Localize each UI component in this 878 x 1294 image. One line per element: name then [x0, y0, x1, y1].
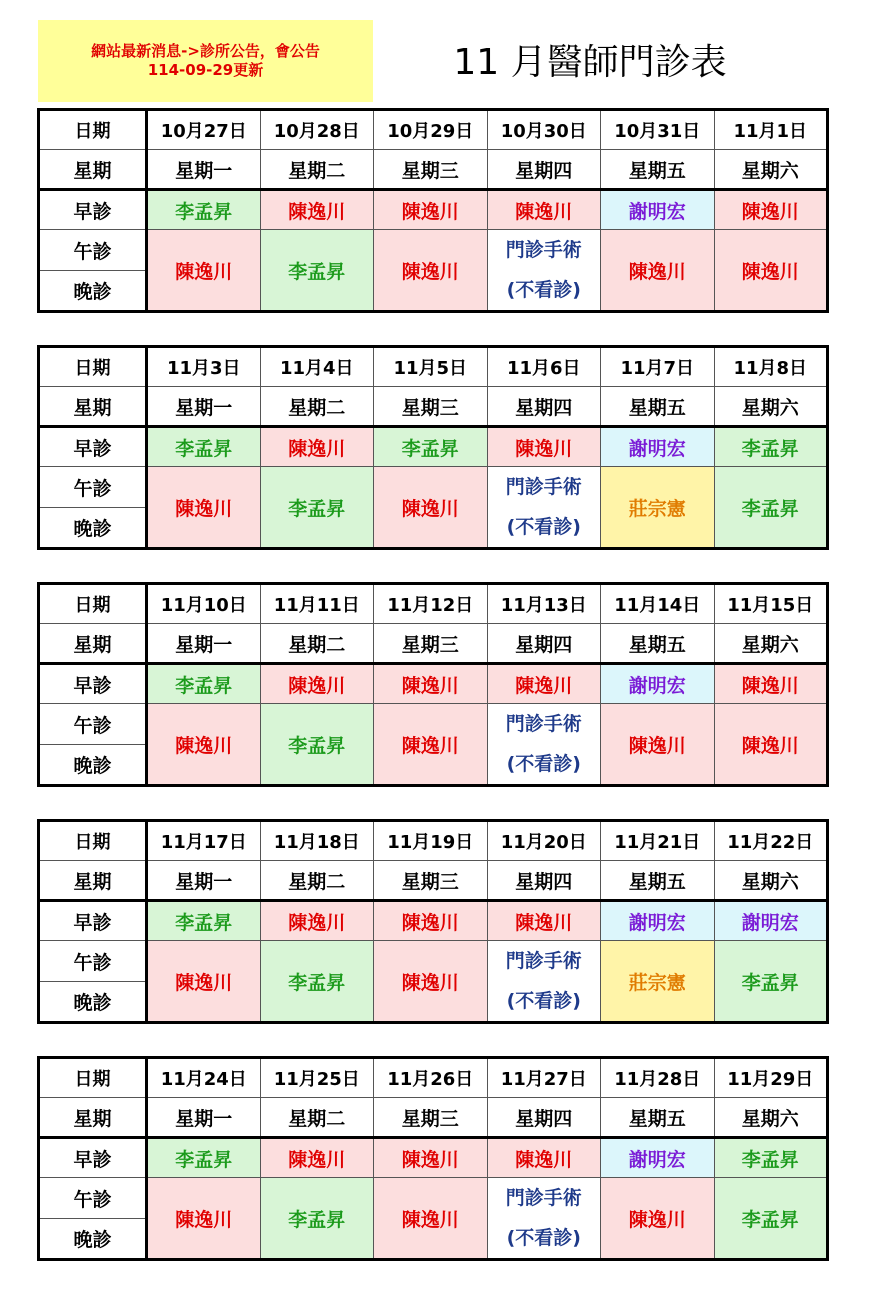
surgery-cell — [487, 704, 601, 786]
weekday-row — [39, 1098, 828, 1138]
date-cell: 11月20日 — [487, 821, 601, 861]
morning-doctor-cell: 謝明宏 — [601, 901, 715, 941]
morning-doctor-cell: 李孟昇 — [147, 190, 261, 230]
pm-doctor-cell: 李孟昇 — [260, 704, 374, 786]
date-cell: 11月10日 — [147, 584, 261, 624]
pm-doctor-cell: 陳逸川 — [147, 941, 261, 1023]
morning-label: 早診 — [39, 427, 147, 467]
pm-doctor-cell: 陳逸川 — [601, 230, 715, 312]
date-cell: 11月6日 — [487, 347, 601, 387]
weekday-label: 星期 — [39, 624, 147, 664]
date-cell: 10月31日 — [601, 110, 715, 150]
weekday-cell: 星期一 — [147, 150, 261, 190]
date-label: 日期 — [39, 347, 147, 387]
weekday-cell: 星期二 — [260, 387, 374, 427]
notice-line-1: 網站最新消息->診所公告，會公告 — [91, 42, 320, 60]
date-cell: 11月14日 — [601, 584, 715, 624]
morning-doctor-cell: 陳逸川 — [260, 1138, 374, 1178]
morning-doctor-cell: 陳逸川 — [260, 427, 374, 467]
morning-row — [39, 1138, 828, 1178]
date-row — [39, 347, 828, 387]
date-cell: 11月28日 — [601, 1058, 715, 1098]
evening-label: 晚診 — [39, 1219, 147, 1260]
pm-doctor-cell: 陳逸川 — [714, 704, 828, 786]
morning-doctor-cell: 陳逸川 — [487, 427, 601, 467]
evening-label: 晚診 — [39, 982, 147, 1023]
weekday-row — [39, 150, 828, 190]
weekday-cell: 星期五 — [601, 624, 715, 664]
pm-doctor-cell: 陳逸川 — [374, 704, 488, 786]
pm-doctor-cell: 李孟昇 — [260, 1178, 374, 1260]
weekday-cell: 星期三 — [374, 861, 488, 901]
weekday-label: 星期 — [39, 1098, 147, 1138]
morning-doctor-cell: 謝明宏 — [601, 664, 715, 704]
morning-doctor-cell: 謝明宏 — [601, 1138, 715, 1178]
date-cell: 11月21日 — [601, 821, 715, 861]
morning-doctor-cell: 陳逸川 — [260, 190, 374, 230]
morning-doctor-cell: 李孟昇 — [147, 1138, 261, 1178]
weekday-cell: 星期二 — [260, 150, 374, 190]
date-cell: 11月3日 — [147, 347, 261, 387]
morning-doctor-cell: 陳逸川 — [487, 664, 601, 704]
weekday-cell: 星期三 — [374, 150, 488, 190]
date-row — [39, 1058, 828, 1098]
weekday-cell: 星期三 — [374, 1098, 488, 1138]
notice-banner — [38, 20, 373, 102]
weekday-cell: 星期六 — [714, 1098, 828, 1138]
morning-row — [39, 427, 828, 467]
afternoon-label: 午診 — [39, 704, 147, 745]
pm-doctor-cell: 陳逸川 — [147, 704, 261, 786]
pm-doctor-cell: 陳逸川 — [147, 230, 261, 312]
weekday-label: 星期 — [39, 150, 147, 190]
afternoon-row — [39, 467, 828, 508]
morning-doctor-cell: 謝明宏 — [714, 901, 828, 941]
morning-label: 早診 — [39, 664, 147, 704]
date-cell: 11月19日 — [374, 821, 488, 861]
no-consult-note: (不看診) — [506, 990, 581, 1012]
date-label: 日期 — [39, 1058, 147, 1098]
morning-doctor-cell: 陳逸川 — [714, 190, 828, 230]
morning-label: 早診 — [39, 1138, 147, 1178]
pm-doctor-cell: 莊宗憲 — [601, 941, 715, 1023]
weekday-label: 星期 — [39, 861, 147, 901]
weekday-cell: 星期一 — [147, 1098, 261, 1138]
weekday-cell: 星期二 — [260, 624, 374, 664]
date-cell: 11月15日 — [714, 584, 828, 624]
date-cell: 11月24日 — [147, 1058, 261, 1098]
morning-doctor-cell: 陳逸川 — [260, 901, 374, 941]
weekday-cell: 星期六 — [714, 150, 828, 190]
morning-doctor-cell: 李孟昇 — [374, 427, 488, 467]
weekday-cell: 星期一 — [147, 624, 261, 664]
weekday-cell: 星期三 — [374, 624, 488, 664]
pm-doctor-cell: 陳逸川 — [374, 941, 488, 1023]
date-cell: 10月30日 — [487, 110, 601, 150]
pm-doctor-cell: 莊宗憲 — [601, 467, 715, 549]
pm-doctor-cell: 陳逸川 — [147, 467, 261, 549]
afternoon-row — [39, 941, 828, 982]
date-cell: 11月22日 — [714, 821, 828, 861]
weekday-cell: 星期四 — [487, 624, 601, 664]
evening-label: 晚診 — [39, 271, 147, 312]
surgery-cell — [487, 467, 601, 549]
weekday-cell: 星期四 — [487, 861, 601, 901]
weekday-cell: 星期二 — [260, 861, 374, 901]
weekday-row — [39, 624, 828, 664]
morning-doctor-cell: 李孟昇 — [147, 901, 261, 941]
surgery-label: 門診手術 — [505, 713, 582, 735]
weekday-cell: 星期五 — [601, 150, 715, 190]
weekday-cell: 星期五 — [601, 861, 715, 901]
pm-doctor-cell: 李孟昇 — [260, 230, 374, 312]
weekday-cell: 星期四 — [487, 387, 601, 427]
date-cell: 11月11日 — [260, 584, 374, 624]
page-title: 11 月醫師門診表 — [453, 42, 727, 83]
weekday-cell: 星期五 — [601, 1098, 715, 1138]
date-cell: 11月8日 — [714, 347, 828, 387]
week-table-2 — [37, 345, 829, 550]
afternoon-label: 午診 — [39, 1178, 147, 1219]
weekday-cell: 星期一 — [147, 387, 261, 427]
date-cell: 10月27日 — [147, 110, 261, 150]
pm-doctor-cell: 陳逸川 — [374, 1178, 488, 1260]
pm-doctor-cell: 李孟昇 — [260, 941, 374, 1023]
pm-doctor-cell: 陳逸川 — [374, 230, 488, 312]
date-cell: 11月27日 — [487, 1058, 601, 1098]
weekday-cell: 星期四 — [487, 1098, 601, 1138]
week-table-3 — [37, 582, 829, 787]
weekday-row — [39, 387, 828, 427]
weekday-row — [39, 861, 828, 901]
surgery-label: 門診手術 — [505, 950, 582, 972]
weekday-cell: 星期六 — [714, 387, 828, 427]
week-table-1 — [37, 108, 829, 313]
notice-line-2: 114-09-29更新 — [147, 61, 264, 79]
weekday-cell: 星期六 — [714, 624, 828, 664]
morning-row — [39, 901, 828, 941]
date-cell: 11月1日 — [714, 110, 828, 150]
weekday-cell: 星期三 — [374, 387, 488, 427]
afternoon-label: 午診 — [39, 941, 147, 982]
pm-doctor-cell: 陳逸川 — [374, 467, 488, 549]
week-table-4 — [37, 819, 829, 1024]
morning-doctor-cell: 陳逸川 — [374, 664, 488, 704]
morning-doctor-cell: 陳逸川 — [487, 1138, 601, 1178]
date-cell: 11月7日 — [601, 347, 715, 387]
date-row — [39, 821, 828, 861]
pm-doctor-cell: 李孟昇 — [714, 1178, 828, 1260]
surgery-label: 門診手術 — [505, 1187, 582, 1209]
surgery-label: 門診手術 — [505, 239, 582, 261]
date-cell: 10月28日 — [260, 110, 374, 150]
afternoon-label: 午診 — [39, 467, 147, 508]
afternoon-label: 午診 — [39, 230, 147, 271]
pm-doctor-cell: 陳逸川 — [147, 1178, 261, 1260]
morning-doctor-cell: 陳逸川 — [487, 190, 601, 230]
pm-doctor-cell: 李孟昇 — [714, 467, 828, 549]
morning-doctor-cell: 陳逸川 — [374, 901, 488, 941]
morning-row — [39, 190, 828, 230]
surgery-label: 門診手術 — [505, 476, 582, 498]
afternoon-row — [39, 704, 828, 745]
morning-doctor-cell: 陳逸川 — [714, 664, 828, 704]
no-consult-note: (不看診) — [506, 753, 581, 775]
weekday-cell: 星期六 — [714, 861, 828, 901]
evening-label: 晚診 — [39, 745, 147, 786]
pm-doctor-cell: 李孟昇 — [714, 941, 828, 1023]
morning-label: 早診 — [39, 901, 147, 941]
morning-doctor-cell: 陳逸川 — [487, 901, 601, 941]
pm-doctor-cell: 李孟昇 — [260, 467, 374, 549]
weekday-label: 星期 — [39, 387, 147, 427]
morning-doctor-cell: 陳逸川 — [260, 664, 374, 704]
surgery-cell — [487, 230, 601, 312]
date-cell: 11月18日 — [260, 821, 374, 861]
date-cell: 11月26日 — [374, 1058, 488, 1098]
weekday-cell: 星期二 — [260, 1098, 374, 1138]
afternoon-row — [39, 1178, 828, 1219]
morning-doctor-cell: 李孟昇 — [147, 427, 261, 467]
pm-doctor-cell: 陳逸川 — [601, 1178, 715, 1260]
morning-doctor-cell: 李孟昇 — [714, 1138, 828, 1178]
afternoon-row — [39, 230, 828, 271]
morning-doctor-cell: 陳逸川 — [374, 1138, 488, 1178]
date-cell: 11月12日 — [374, 584, 488, 624]
evening-label: 晚診 — [39, 508, 147, 549]
weekday-cell: 星期五 — [601, 387, 715, 427]
date-cell: 11月4日 — [260, 347, 374, 387]
date-cell: 11月13日 — [487, 584, 601, 624]
morning-doctor-cell: 陳逸川 — [374, 190, 488, 230]
date-label: 日期 — [39, 821, 147, 861]
date-row — [39, 110, 828, 150]
surgery-cell — [487, 1178, 601, 1260]
week-table-5 — [37, 1056, 829, 1261]
pm-doctor-cell: 陳逸川 — [714, 230, 828, 312]
date-label: 日期 — [39, 110, 147, 150]
no-consult-note: (不看診) — [506, 279, 581, 301]
weekday-cell: 星期四 — [487, 150, 601, 190]
morning-doctor-cell: 謝明宏 — [601, 427, 715, 467]
date-cell: 10月29日 — [374, 110, 488, 150]
date-cell: 11月29日 — [714, 1058, 828, 1098]
date-label: 日期 — [39, 584, 147, 624]
morning-doctor-cell: 李孟昇 — [147, 664, 261, 704]
no-consult-note: (不看診) — [506, 1227, 581, 1249]
date-cell: 11月25日 — [260, 1058, 374, 1098]
morning-row — [39, 664, 828, 704]
weekday-cell: 星期一 — [147, 861, 261, 901]
no-consult-note: (不看診) — [506, 516, 581, 538]
surgery-cell — [487, 941, 601, 1023]
date-row — [39, 584, 828, 624]
morning-label: 早診 — [39, 190, 147, 230]
date-cell: 11月5日 — [374, 347, 488, 387]
pm-doctor-cell: 陳逸川 — [601, 704, 715, 786]
morning-doctor-cell: 李孟昇 — [714, 427, 828, 467]
date-cell: 11月17日 — [147, 821, 261, 861]
morning-doctor-cell: 謝明宏 — [601, 190, 715, 230]
